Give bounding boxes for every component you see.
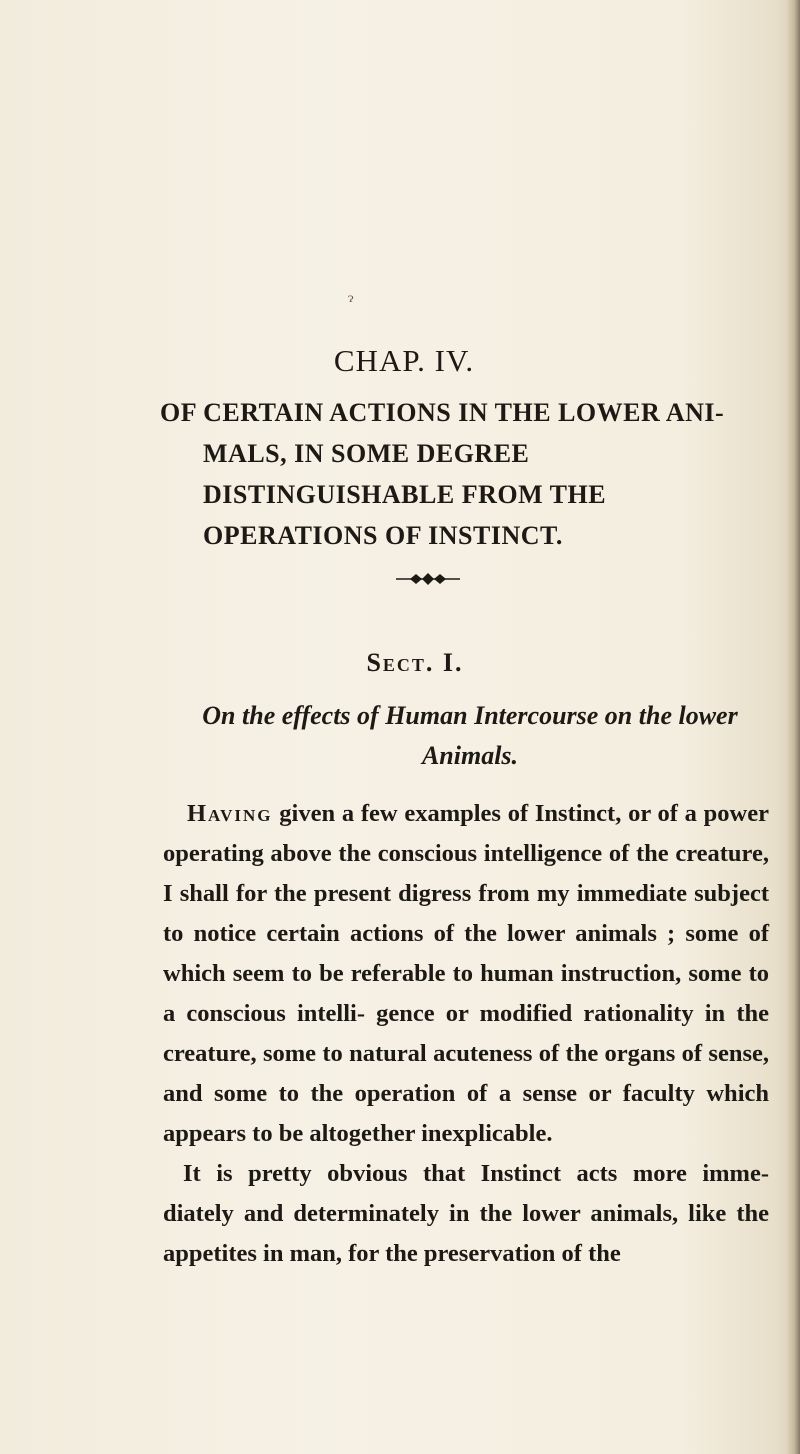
body-text xyxy=(163,794,769,1274)
section-heading: Sect. I. xyxy=(366,648,464,677)
section-subtitle: On the effects of Human Intercourse on the lower Animals. xyxy=(202,701,738,770)
chapter-title: OF CERTAIN ACTIONS IN THE LOWER ANI- MALS, IN SOME DEGREE DISTINGUISHABLE FROM THE OPERATIONS OF INSTINCT. xyxy=(160,398,725,550)
paragraph-1 xyxy=(163,794,769,1154)
paragraph-lead-word: Having xyxy=(187,800,273,827)
paper-speck-mark: ɂ xyxy=(348,291,354,306)
paragraph-2: It is pretty obvious that Instinct acts more imme- diately and determinately in the lower animals, like the appetites in man, for the preservation of the xyxy=(163,1160,769,1267)
diamond-rule-ornament-icon xyxy=(396,572,460,586)
paragraph-1-text: given a few examples of Instinct, or of a power operating above the conscious intelligence of the creature, I shall for the present digress from my immediate subject to notice certain actions of the lower animals ; some of which seem to be referable to human instruction, some to a conscious intelli- gence or modified rationality in the creature, some to natural acuteness of the organs of sense, and some to the operation of a sense or faculty which appears to be altogether inexplicable. xyxy=(163,800,769,1147)
page-edge-shadow xyxy=(786,0,800,1454)
chapter-heading: CHAP. IV. xyxy=(333,343,475,378)
